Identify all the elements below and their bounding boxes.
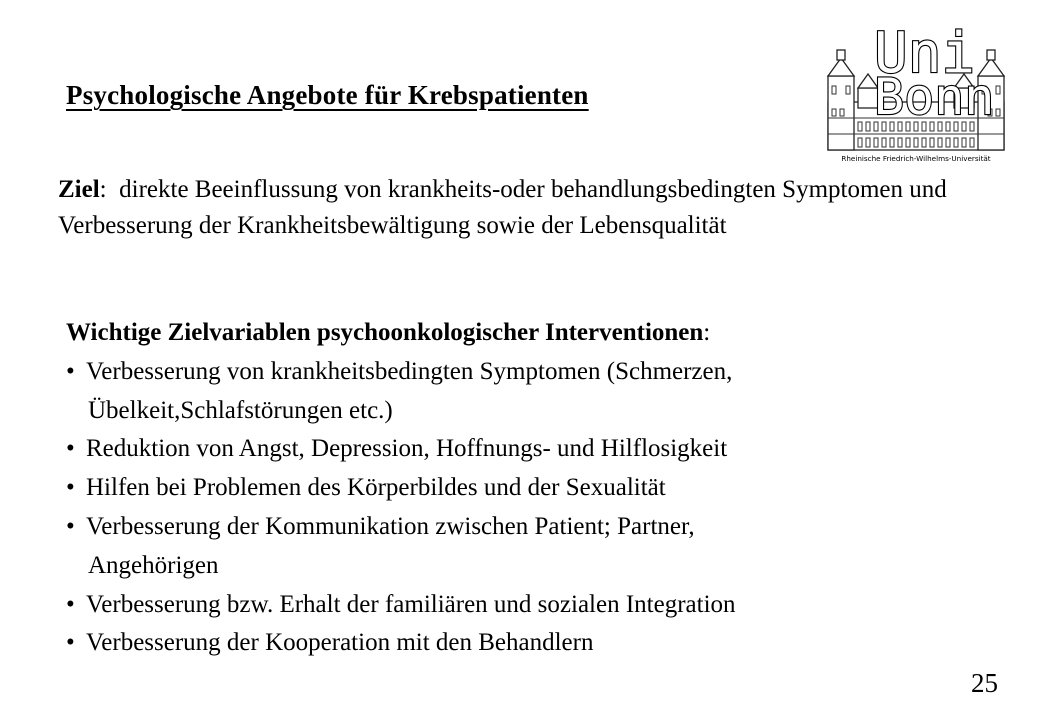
bullet-icon: • bbox=[66, 512, 75, 540]
list-item-text: Verbesserung bzw. Erhalt der familiären und sozialen Integration bbox=[86, 590, 736, 618]
list-item bbox=[66, 469, 966, 508]
list-item-text: Hilfen bei Problemen des Körperbildes und der Sexualität bbox=[86, 474, 666, 502]
goal-label: Ziel bbox=[58, 176, 100, 203]
list-item-continuation: Angehörigen bbox=[88, 551, 219, 579]
list-item-continuation: Übelkeit,Schlafstörungen etc.) bbox=[88, 396, 393, 424]
list-item bbox=[66, 624, 966, 663]
heading-colon: : bbox=[703, 319, 711, 346]
list-item-text: Reduktion von Angst, Depression, Hoffnungs- und Hilflosigkeit bbox=[86, 435, 728, 463]
list-item-text: Verbesserung der Kooperation mit den Behandlern bbox=[86, 629, 594, 657]
goal-text: direkte Beeinflussung von krankheits-oder behandlungsbedingten Symptomen und Verbesserung der Krankheitsbewältigung sowie der Lebensqualität bbox=[58, 176, 947, 239]
uni-bonn-logo bbox=[822, 14, 1010, 166]
list-item bbox=[66, 353, 966, 431]
goal-paragraph bbox=[58, 172, 1003, 244]
bullet-icon: • bbox=[66, 590, 75, 618]
list-item-text: Verbesserung von krankheitsbedingten Symptomen (Schmerzen, bbox=[86, 357, 733, 385]
target-variables-heading: Wichtige Zielvariablen psychoonkologischer Interventionen bbox=[66, 319, 704, 346]
slide-title: Psychologische Angebote für Krebspatienten bbox=[66, 80, 589, 110]
bullet-icon: • bbox=[66, 474, 75, 502]
goal-colon: : bbox=[99, 176, 107, 203]
bullet-icon: • bbox=[66, 629, 75, 657]
target-variables-list bbox=[66, 353, 966, 663]
list-item bbox=[66, 430, 966, 469]
list-item bbox=[66, 508, 966, 586]
page-number: 25 bbox=[971, 668, 998, 698]
list-item-text: Verbesserung der Kommunikation zwischen Patient; Partner, bbox=[86, 512, 695, 540]
logo-university-text: Rheinische Friedrich-Wilhelms-Universität bbox=[841, 154, 991, 163]
bullet-icon: • bbox=[66, 357, 75, 385]
list-item bbox=[66, 586, 966, 625]
logo-bonn-text: Bonn bbox=[874, 68, 995, 126]
target-variables-section bbox=[66, 314, 966, 663]
logo-uni-text: Uni bbox=[874, 21, 976, 86]
bullet-icon: • bbox=[66, 435, 75, 463]
